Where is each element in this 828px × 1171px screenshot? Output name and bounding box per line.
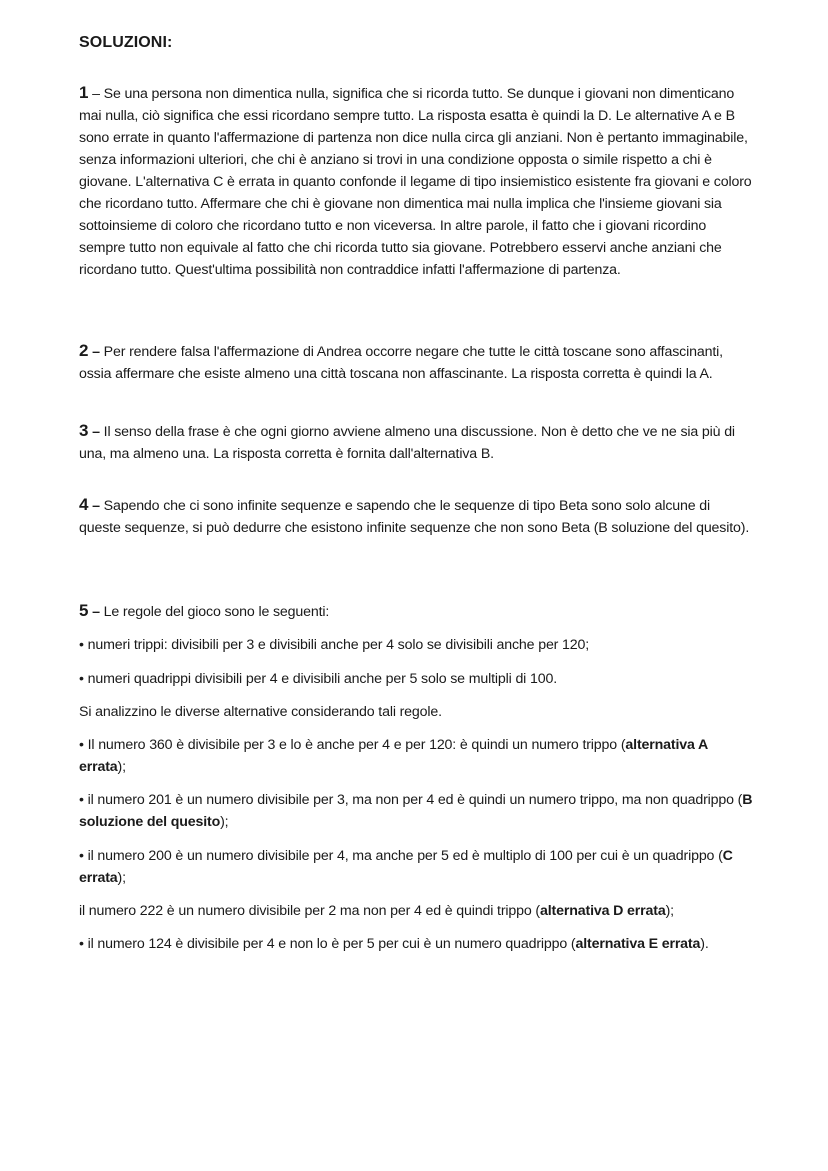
solution-paragraph	[79, 82, 755, 281]
solution-dash: –	[92, 604, 100, 620]
solution-text: Il senso della frase è che ogni giorno avviene almeno una discussione. Non è detto che ve ne sia più di una, ma almeno una. La risposta corretta è fornita dall'alternativa B.	[79, 424, 735, 462]
solution-text: Per rendere falsa l'affermazione di Andrea occorre negare che tutte le città toscane sono affascinanti, ossia affermare che esiste almeno una città toscana non affascinante. La risposta corretta è quindi la A.	[79, 344, 723, 382]
page-title: SOLUZIONI:	[79, 34, 173, 51]
analysis-item-a	[79, 734, 755, 778]
solution-dash: –	[92, 344, 100, 360]
solution-text: Se una persona non dimentica nulla, significa che si ricorda tutto. Se dunque i giovani non dimenticano mai nulla, ciò significa che essi ricordano sempre tutto. La risposta esatta è quindi la D. Le alternative A e B sono errate in quanto l'affermazione di partenza non dice nulla circa gli anziani. Non è pertanto immaginabile, senza informazioni ulteriori, che chi è anziano si trovi in una condizione opposta o simile rispetto a chi è giovane. L'alternativa C è errata in quanto confonde il legame di tipo insiemistico esistente fra giovani e coloro che ricordano tutto. Affermare che chi è giovane non dimentica mai nulla implica che l'insieme giovani sia sottoinsieme di coloro che ricordano tutto e non viceversa. In altre parole, il fatto che i giovani ricordino sempre tutto non equivale al fatto che chi ricorda tutto sia giovane. Potrebbero esservi anche anziani che ricordano tutto. Quest'ultima possibilità non contraddice infatti l'affermazione di partenza.	[79, 86, 752, 278]
solution-dash: –	[92, 424, 100, 440]
solution-text: Le regole del gioco sono le seguenti:	[103, 604, 330, 620]
solution-text: Sapendo che ci sono infinite sequenze e sapendo che le sequenze di tipo Beta sono solo alcune di queste sequenze, si può dedurre che esistono infinite sequenze che non sono Beta (B soluzione del quesito).	[79, 498, 750, 536]
rule-trippi	[79, 634, 755, 656]
solution-number: 4	[79, 495, 89, 514]
analysis-item-d	[79, 900, 755, 922]
solution-paragraph	[79, 420, 755, 465]
analysis-paragraph: • il numero 200 è un numero divisibile per 4, ma anche per 5 ed è multiplo di 100 per cui è un quadrippo (C errata);	[79, 848, 733, 886]
rule-item: • numeri quadrippi divisibili per 4 e divisibili anche per 5 solo se multipli di 100.	[79, 671, 557, 687]
solution-paragraph	[79, 340, 755, 385]
solution-dash: –	[92, 498, 100, 514]
solution-5	[79, 600, 755, 623]
analysis-paragraph: • Il numero 360 è divisibile per 3 e lo è anche per 4 e per 120: è quindi un numero trippo (alternativa A errata);	[79, 737, 708, 775]
analysis-intro	[79, 701, 755, 723]
solution-dash: –	[92, 86, 100, 102]
analysis-paragraph: • il numero 201 è un numero divisibile per 3, ma non per 4 ed è quindi un numero trippo, ma non quadrippo (B soluzione del quesito);	[79, 792, 753, 830]
solution-4	[79, 494, 755, 539]
verdict: B soluzione del quesito	[79, 792, 753, 830]
solution-paragraph	[79, 600, 755, 623]
verdict: alternativa E errata	[575, 936, 701, 952]
analysis-intro-text: Si analizzino le diverse alternative considerando tali regole.	[79, 704, 442, 720]
verdict: alternativa D errata	[540, 903, 666, 919]
verdict: alternativa A errata	[79, 737, 708, 775]
rule-item: • numeri trippi: divisibili per 3 e divisibili anche per 4 solo se divisibili anche per 120;	[79, 637, 590, 653]
solution-2	[79, 340, 755, 385]
solution-1	[79, 82, 755, 281]
solution-number: 5	[79, 601, 89, 620]
analysis-paragraph: • il numero 124 è divisibile per 4 e non lo è per 5 per cui è un numero quadrippo (alternativa E errata).	[79, 936, 709, 952]
solution-number: 2	[79, 341, 89, 360]
analysis-item-e	[79, 933, 755, 955]
solution-3	[79, 420, 755, 465]
analysis-paragraph: il numero 222 è un numero divisibile per 2 ma non per 4 ed è quindi trippo (alternativa D errata);	[79, 903, 674, 919]
analysis-item-c	[79, 845, 755, 889]
rule-quadrippi	[79, 668, 755, 690]
analysis-item-b	[79, 789, 755, 833]
solution-number: 1	[79, 83, 89, 102]
solution-number: 3	[79, 421, 89, 440]
solution-paragraph	[79, 494, 755, 539]
verdict: C errata	[79, 848, 733, 886]
